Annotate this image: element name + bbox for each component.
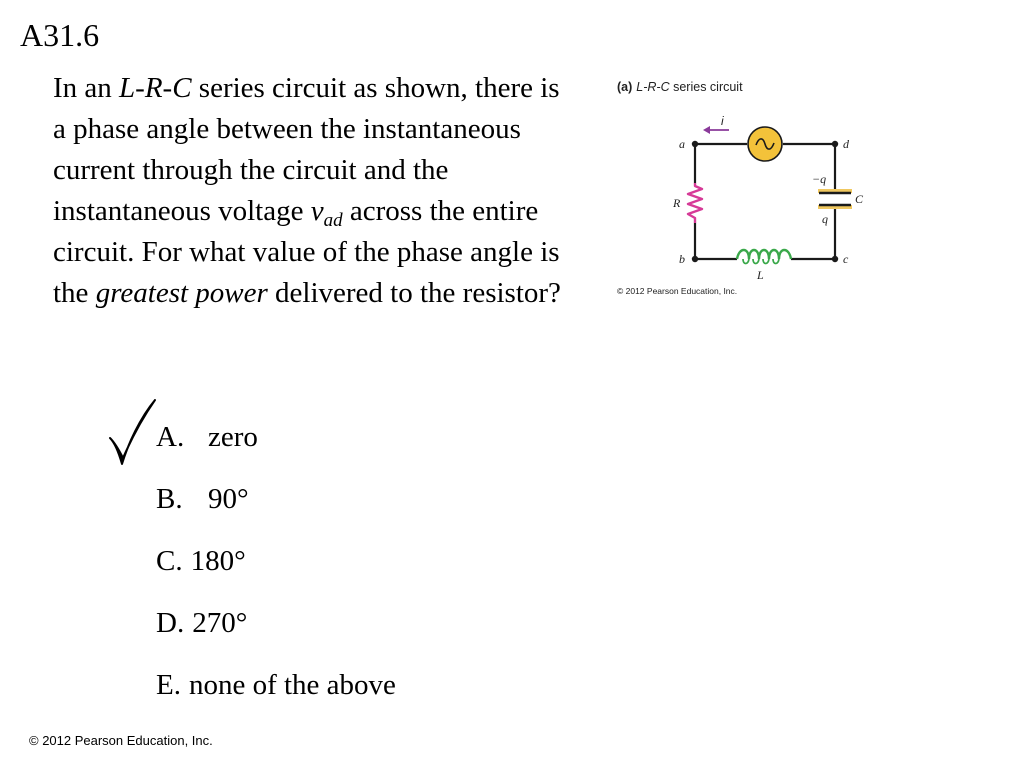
figure-caption-prefix: (a): [617, 80, 633, 94]
question-v-symbol: v: [310, 195, 324, 227]
capacitor-label: C: [855, 192, 864, 206]
current-label: i: [721, 114, 724, 128]
capacitor-icon: [818, 189, 852, 209]
resistor-label: R: [673, 196, 681, 210]
node-label-b: b: [679, 252, 685, 266]
inductor-label: L: [757, 268, 764, 282]
lrc-circuit-diagram: [615, 75, 875, 305]
figure-copyright: © 2012 Pearson Education, Inc.: [617, 286, 738, 296]
question-part-2: series circuit as shown, there is a phase angle between the instantaneous current through the circuit and the instantaneous voltage: [53, 72, 560, 227]
choice-text: 180°: [190, 545, 246, 577]
question-part-4: delivered to the resistor?: [267, 277, 561, 309]
question-part-1: In an: [53, 72, 120, 104]
question-greatest-power: greatest power: [95, 277, 268, 309]
ac-source-icon: [748, 127, 782, 161]
question-lrc: L-R-C: [119, 72, 192, 104]
question-text: [53, 68, 573, 314]
choice-letter: B.: [156, 483, 183, 515]
footer-copyright: © 2012 Pearson Education, Inc.: [29, 733, 213, 748]
choice-e[interactable]: [156, 663, 396, 725]
charge-label-negative: −q: [812, 172, 827, 186]
choice-text: 270°: [192, 607, 248, 639]
choice-text: zero: [208, 421, 258, 453]
slide-number: A31.6: [20, 17, 100, 53]
node-label-c: c: [843, 252, 849, 266]
charge-label-positive: q: [822, 212, 828, 226]
choice-letter: C.: [156, 545, 183, 577]
answer-choices: [156, 415, 396, 725]
choice-c[interactable]: [156, 539, 396, 601]
checkmark-icon: [108, 398, 158, 468]
current-arrow-icon: [703, 126, 729, 134]
node-label-a: a: [679, 137, 685, 151]
choice-a[interactable]: [156, 415, 396, 477]
question-v-subscript: ad: [323, 210, 343, 231]
choice-letter: E.: [156, 669, 181, 701]
choice-text: none of the above: [188, 669, 396, 701]
choice-letter: A.: [156, 421, 185, 453]
question-part-3: across the entire circuit. For what value of the phase angle is the: [53, 195, 560, 309]
figure-caption-suffix: series circuit: [669, 80, 743, 94]
choice-text: 90°: [208, 483, 249, 515]
figure-caption: [617, 80, 743, 94]
choice-d[interactable]: [156, 601, 396, 663]
choice-b[interactable]: [156, 477, 396, 539]
node-label-d: d: [843, 137, 849, 151]
resistor-icon: [688, 183, 702, 223]
figure-caption-lrc: L-R-C: [636, 80, 670, 94]
choice-letter: D.: [156, 607, 185, 639]
inductor-icon: [737, 250, 791, 264]
